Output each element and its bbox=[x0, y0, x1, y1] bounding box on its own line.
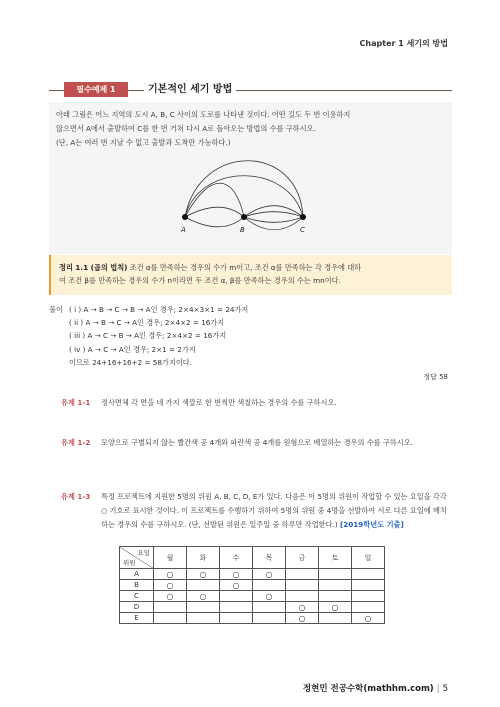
footer-title: 정현민 전공수학(mathhm.com) bbox=[302, 684, 434, 694]
availability-cell bbox=[154, 613, 187, 624]
availability-cell bbox=[220, 602, 253, 613]
day-header: 화 bbox=[187, 547, 220, 569]
answer: 정답 58 bbox=[423, 373, 448, 381]
road-graph bbox=[49, 102, 452, 254]
problem-label: 유제 1-1 bbox=[61, 398, 91, 407]
availability-cell: ○ bbox=[319, 602, 352, 613]
table-row bbox=[120, 602, 385, 613]
example-line: (단, A는 여러 번 지날 수 없고 출발과 도착만 가능하다.) bbox=[56, 138, 231, 147]
road-bc-2 bbox=[244, 212, 303, 217]
availability-cell: ○ bbox=[253, 591, 286, 602]
availability-cell bbox=[187, 580, 220, 591]
case-text: A → B → C → A인 경우; 2×4×2 = 16가지 bbox=[85, 318, 225, 328]
availability-cell: ○ bbox=[253, 569, 286, 580]
node-b bbox=[241, 214, 247, 220]
node-c bbox=[300, 214, 306, 220]
availability-cell bbox=[286, 580, 319, 591]
availability-cell bbox=[319, 580, 352, 591]
availability-cell bbox=[319, 569, 352, 580]
chapter-header: Chapter 1 세기의 방법 bbox=[359, 39, 448, 48]
availability-cell bbox=[286, 569, 319, 580]
road-ab-bottom bbox=[185, 217, 244, 227]
member-name: A bbox=[120, 569, 154, 580]
availability-cell bbox=[220, 613, 253, 624]
availability-cell: ○ bbox=[187, 569, 220, 580]
theorem-line-1: 조건 α를 만족하는 경우의 수가 m이고, 조건 α를 만족하는 각 경우에 대하 bbox=[129, 263, 362, 272]
case-text: A → C → B → A인 경우; 2×4×2 = 16가지 bbox=[87, 331, 227, 341]
node-c-label: C bbox=[300, 226, 305, 234]
problem-source: [2019학년도 기출] bbox=[339, 520, 404, 529]
availability-cell bbox=[352, 602, 385, 613]
day-header: 토 bbox=[319, 547, 352, 569]
day-header: 금 bbox=[286, 547, 319, 569]
page-number: 5 bbox=[442, 684, 448, 694]
theorem-line-2: 여 조건 β를 만족하는 경우의 수가 n이라면 두 조건 α, β를 만족하는 경우의 수는 mn이다. bbox=[59, 276, 341, 285]
problem-text: 모양으로 구별되지 않는 빨간색 공 4개와 파란색 공 4개를 원형으로 배열하는 경우의 수를 구하시오. bbox=[101, 438, 413, 447]
availability-cell bbox=[319, 613, 352, 624]
member-name: D bbox=[120, 602, 154, 613]
road-ac-outer bbox=[185, 161, 303, 217]
availability-cell bbox=[352, 580, 385, 591]
day-header: 수 bbox=[220, 547, 253, 569]
availability-cell: ○ bbox=[286, 602, 319, 613]
availability-cell bbox=[154, 602, 187, 613]
page-footer bbox=[303, 682, 448, 694]
example-line: 아래 그림은 어느 지역의 도시 A, B, C 사이의 도로를 나타낸 것이다. 어떤 길도 두 번 이용하지 bbox=[56, 110, 351, 119]
road-ab-mid bbox=[185, 207, 244, 217]
road-bc-4 bbox=[244, 217, 303, 230]
day-header: 월 bbox=[154, 547, 187, 569]
availability-cell: ○ bbox=[220, 580, 253, 591]
example-box bbox=[49, 102, 452, 254]
availability-cell: ○ bbox=[220, 569, 253, 580]
availability-cell bbox=[253, 580, 286, 591]
problem-1-3 bbox=[49, 490, 452, 532]
availability-cell bbox=[253, 602, 286, 613]
table-row bbox=[120, 591, 385, 602]
problem-text: 특정 프로젝트에 지원한 5명의 위원 A, B, C, D, E가 있다. 다음은 이 5명의 위원이 작업할 수 있는 요일을 각각 ○ 기호로 표시한 것이다. 이 프로젝트를 수행하기 위하여 5명의 위원 중 4명을 선발하여 서로 다른 요일에 배치하는 경우의 수를 구하시오. (단, 선발된 위원은 일주일 중 하루만 작업한다.) bbox=[101, 492, 447, 529]
availability-cell bbox=[253, 613, 286, 624]
node-a bbox=[182, 214, 188, 220]
availability-cell: ○ bbox=[352, 613, 385, 624]
problem-label: 유제 1-2 bbox=[61, 438, 91, 447]
availability-cell bbox=[220, 591, 253, 602]
solution bbox=[49, 303, 452, 369]
problem-text: 정사면체 각 면을 네 가지 색깔로 한 번씩만 색칠하는 경우의 수를 구하시오. bbox=[101, 398, 337, 407]
case-num: ( ii ) bbox=[69, 318, 84, 328]
corner-day-label: 요일 bbox=[137, 549, 150, 557]
availability-cell: ○ bbox=[154, 591, 187, 602]
availability-cell: ○ bbox=[154, 580, 187, 591]
availability-cell: ○ bbox=[187, 591, 220, 602]
theorem-label: 정리 1.1 (곱의 법칙) bbox=[59, 263, 128, 272]
availability-cell: ○ bbox=[286, 613, 319, 624]
availability-cell bbox=[187, 613, 220, 624]
example-title: 기본적인 세기 방법 bbox=[144, 80, 236, 95]
schedule-table bbox=[119, 546, 385, 624]
case-text: A → B → C → B → A인 경우; 2×4×3×1 = 24가지 bbox=[83, 305, 249, 314]
example-line: 않으면서 A에서 출발하여 C를 한 번 거쳐 다시 A로 돌아오는 방법의 수를 구하시오. bbox=[56, 124, 316, 133]
example-tag: 필수예제 1 bbox=[64, 82, 128, 97]
member-name: E bbox=[120, 613, 154, 624]
case-num: ( iv ) bbox=[69, 344, 86, 354]
node-a-label: A bbox=[181, 226, 186, 234]
availability-cell bbox=[187, 602, 220, 613]
availability-cell bbox=[352, 569, 385, 580]
case-num: ( iii ) bbox=[69, 331, 86, 341]
member-name: C bbox=[120, 591, 154, 602]
case-num: ( i ) bbox=[69, 305, 82, 314]
availability-cell: ○ bbox=[154, 569, 187, 580]
table-row bbox=[120, 580, 385, 591]
node-b-label: B bbox=[240, 226, 245, 234]
member-name: B bbox=[120, 580, 154, 591]
road-bc-3 bbox=[244, 217, 303, 222]
road-ab-top bbox=[185, 183, 244, 217]
corner-member-label: 위원 bbox=[123, 559, 136, 567]
example-bar bbox=[49, 78, 452, 102]
problem-1-1 bbox=[49, 396, 452, 410]
availability-cell bbox=[286, 591, 319, 602]
day-header: 일 bbox=[352, 547, 385, 569]
theorem-box bbox=[49, 255, 452, 295]
solution-label: 풀이 bbox=[49, 305, 63, 314]
footer-separator: | bbox=[436, 684, 440, 694]
problem-label: 유제 1-3 bbox=[61, 492, 91, 501]
problem-1-2 bbox=[49, 436, 452, 450]
solution-total: 이므로 24+16+16+2 = 58가지이다. bbox=[69, 357, 192, 367]
table-row bbox=[120, 613, 385, 624]
case-text: A → C → A인 경우; 2×1 = 2가지 bbox=[87, 344, 196, 354]
table-corner bbox=[120, 547, 154, 569]
road-ac-inner bbox=[185, 176, 303, 217]
availability-cell bbox=[319, 591, 352, 602]
day-header: 목 bbox=[253, 547, 286, 569]
table-row bbox=[120, 569, 385, 580]
availability-cell bbox=[352, 591, 385, 602]
